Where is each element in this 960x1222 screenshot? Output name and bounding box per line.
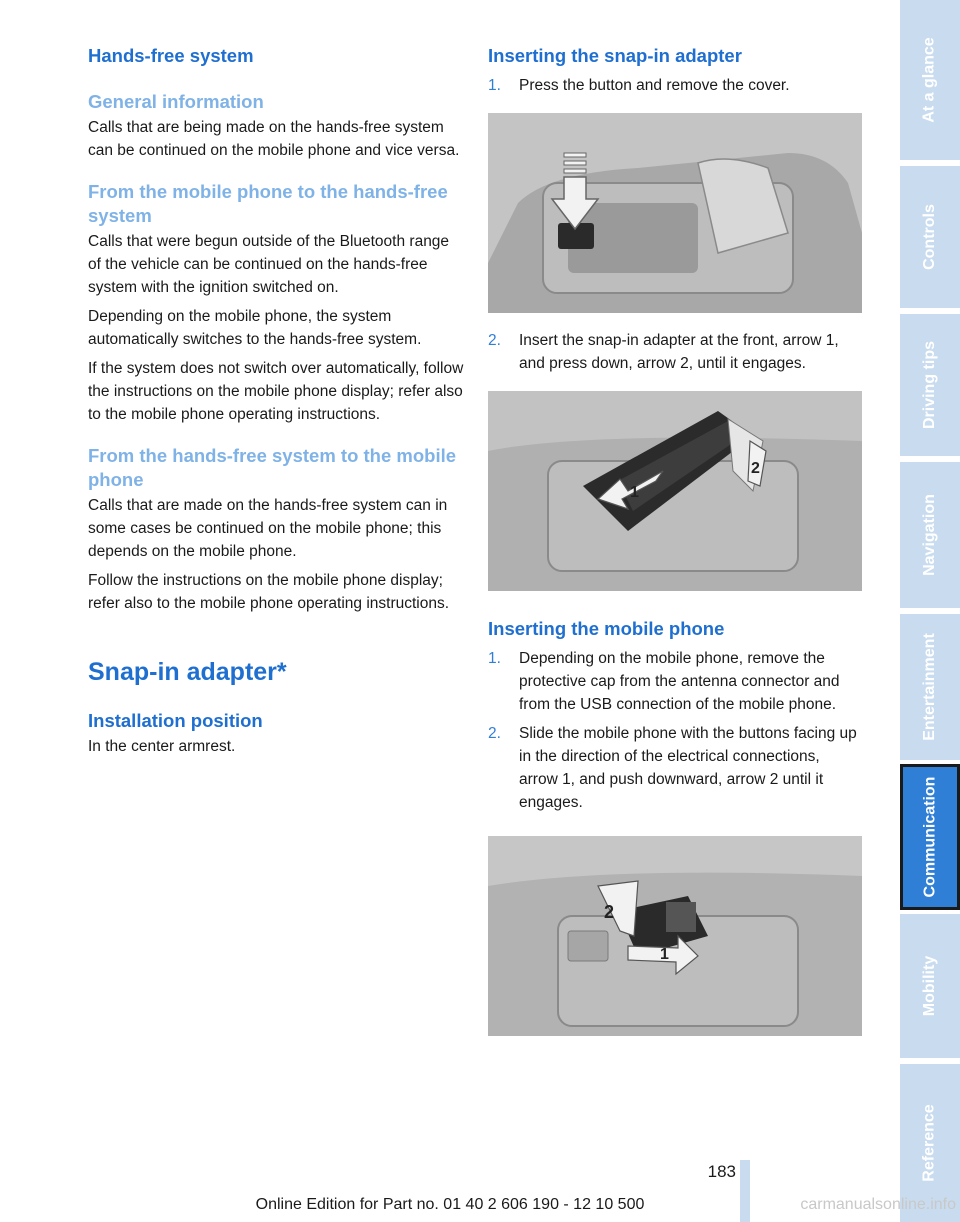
inserting-phone-heading: Inserting the mobile phone <box>488 618 725 639</box>
tab-label: At a glance <box>921 37 939 123</box>
tab-controls[interactable] <box>900 166 960 308</box>
tab-mobility[interactable] <box>900 914 960 1058</box>
adapter-step-2 <box>488 329 862 375</box>
tab-navigation[interactable] <box>900 462 960 608</box>
right-column <box>488 44 862 1036</box>
armrest-cover-illustration <box>488 113 862 313</box>
tab-entertainment[interactable] <box>900 614 960 760</box>
step-number: 2. <box>488 725 501 742</box>
svg-text:2: 2 <box>604 902 615 922</box>
svg-text:1: 1 <box>630 484 639 501</box>
tab-label: Communication <box>921 776 939 898</box>
inserting-adapter-heading: Inserting the snap-in adapter <box>488 45 742 66</box>
svg-text:2: 2 <box>751 460 760 477</box>
adapter-step-1 <box>488 74 862 97</box>
tab-label: Entertainment <box>921 633 939 741</box>
mobile-phone-illustration <box>488 836 862 1036</box>
svg-text:1: 1 <box>660 946 669 963</box>
step-text: Press the button and remove the cover. <box>519 77 790 94</box>
step-number: 2. <box>488 332 501 349</box>
hands-free-to-mobile-p2: Follow the instructions on the mobile phone display; refer also to the mobile phone operating instructions. <box>88 572 450 612</box>
watermark: carmanualsonline.info <box>800 1196 956 1213</box>
tab-label: Reference <box>921 1104 938 1182</box>
left-column <box>88 44 464 758</box>
photo-insert-phone <box>488 836 862 1036</box>
tab-label: Navigation <box>921 494 939 576</box>
general-info-text: Calls that are being made on the hands-free system can be continued on the mobile phone and vice versa. <box>88 119 460 159</box>
snap-in-adapter-title: Snap-in adapter* <box>88 658 287 686</box>
tab-driving-tips[interactable] <box>900 314 960 456</box>
tab-communication[interactable] <box>900 764 960 910</box>
hands-free-to-mobile-heading: From the hands-free system to the mobile phone <box>88 445 457 490</box>
tab-at-a-glance[interactable] <box>900 0 960 160</box>
installation-position-heading: Installation position <box>88 710 263 731</box>
step-number: 1. <box>488 650 501 667</box>
tab-label: Mobility <box>921 955 938 1017</box>
mobile-to-hands-free-heading: From the mobile phone to the hands-free system <box>88 181 448 226</box>
mobile-to-hands-free-p2: Depending on the mobile phone, the system automatically switches to the hands-free system. <box>88 308 422 348</box>
hands-free-title: Hands-free system <box>88 45 254 66</box>
mobile-to-hands-free-p1: Calls that were begun outside of the Bluetooth range of the vehicle can be continued on the hands-free system with the ignition switched on. <box>88 233 450 296</box>
tab-label: Driving tips <box>921 340 939 430</box>
installation-position-text: In the center armrest. <box>88 738 236 755</box>
chapter-tabs <box>900 0 960 1222</box>
snap-in-adapter-illustration <box>488 391 862 591</box>
general-info-heading: General information <box>88 91 264 112</box>
step-number: 1. <box>488 77 501 94</box>
phone-step-1 <box>488 647 862 716</box>
edition-text: Online Edition for Part no. 01 40 2 606 190 - 12 10 500 <box>255 1196 645 1213</box>
tab-label: Controls <box>921 204 938 270</box>
step-text: Insert the snap-in adapter at the front, arrow 1, and press down, arrow 2, until it engages. <box>519 332 839 372</box>
step-text: Slide the mobile phone with the buttons facing up in the direction of the electrical connections, arrow 1, and push downward, arrow 2 until it engages. <box>519 725 857 811</box>
photo-remove-cover <box>488 113 862 313</box>
mobile-to-hands-free-p3: If the system does not switch over automatically, follow the instructions on the mobile phone display; refer also to the mobile phone operating instructions. <box>88 360 464 423</box>
page-number: 183 <box>707 1162 736 1181</box>
step-text: Depending on the mobile phone, remove the protective cap from the antenna connector and from the USB connection of the mobile phone. <box>519 650 840 713</box>
phone-step-2 <box>488 722 862 814</box>
hands-free-to-mobile-p1: Calls that are made on the hands-free system can in some cases be continued on the mobile phone; this depends on the mobile phone. <box>88 497 448 560</box>
photo-insert-adapter <box>488 391 862 591</box>
